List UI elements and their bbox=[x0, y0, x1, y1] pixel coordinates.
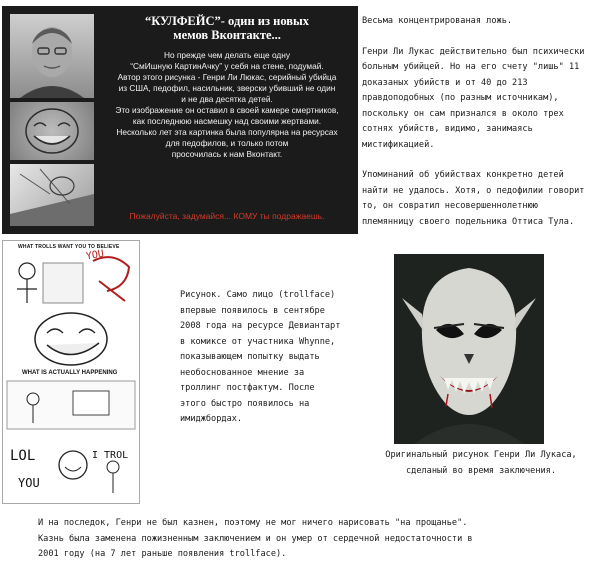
facts-paragraph: Генри Ли Лукас действительно был психически больным убийцей. Но на его счету "лишь" 11 доказаных убийств и от 40 до 213 правдоподобных (по разным источникам), поскольку он сам признался в около трех сотнях убийств, видимо, занимаясь мистификацией. bbox=[362, 46, 585, 150]
right-column-text bbox=[362, 14, 594, 245]
meme-body-line: Но прежде чем делать еще одну bbox=[164, 50, 290, 60]
meme-title-line: “КУЛФЕЙС”- один из новых bbox=[144, 14, 310, 28]
meme-body-line: Это изображение он оставил в своей камере смертников, bbox=[115, 105, 339, 115]
meme-warning: Пожалуйста, задумайся... КОМУ ты подражаешь. bbox=[129, 211, 325, 221]
meme-title bbox=[100, 14, 354, 42]
meme-panel bbox=[2, 6, 358, 234]
comic-scribble-trol: I TROL bbox=[92, 450, 129, 461]
meme-body-line: “СмИшную КартинАчку” у себя на стене, подумай. bbox=[130, 61, 324, 71]
trollface-wall-photo bbox=[10, 102, 94, 160]
meme-body-line: Автор этого рисунка - Генри Ли Люкас, серийный убийца bbox=[117, 72, 337, 82]
portrait-photo bbox=[10, 14, 94, 98]
drawing-caption: Оригинальный рисунок Генри Ли Лукаса, сделаный во время заключения. bbox=[385, 450, 577, 476]
conclusion-line: 2001 году (на 7 лет раньше появления trollface). bbox=[38, 549, 287, 559]
trollface-origin-caption: Рисунок. Само лицо (trollface) впервые появилось в сентябре 2008 года на ресурсе Девиантарт в комиксе от участника Whynne, показывающем попытку выдать необоснованное мнение за троллинг постфактум. После этого быстро появилось на имиджбордах. bbox=[180, 290, 341, 424]
conclusion-line: Казнь была заменена пожизненным заключением и он умер от сердечной недостаточности в bbox=[38, 533, 473, 544]
conclusion-text bbox=[38, 516, 578, 563]
meme-body-line: как последнюю насмешку над своими жертвами. bbox=[132, 116, 322, 126]
comic-scribble-you: YOU bbox=[85, 248, 105, 263]
conclusion-line: И на последок, Генри не был казнен, поэтому не мог ничего нарисовать "на прощанье". bbox=[38, 518, 468, 528]
intro-paragraph: Весьма концентрированая ложь. bbox=[362, 16, 513, 26]
pedophilia-paragraph: Упоминаний об убийствах конкретно детей найти не удалось. Хотя, о педофилии говорит то, он совратил несовершеннолетнюю племянницу своего подельника Оттиса Тула. bbox=[362, 170, 585, 227]
meme-body-line: из США, педофил, насильник, зверски убивший не один bbox=[118, 83, 336, 93]
meme-body-line: и не два десятка детей. bbox=[181, 94, 273, 104]
comic-scribble-lol: LOL bbox=[10, 448, 36, 464]
henry-lee-lucas-drawing bbox=[394, 254, 544, 444]
meme-body-line: Несколько лет эта картинка была популярна на ресурсах bbox=[116, 127, 338, 137]
comic-scribble-you-bottom: YOU bbox=[18, 476, 40, 490]
comic-caption-happening: WHAT IS ACTUALLY HAPPENING bbox=[22, 370, 118, 376]
meme-body bbox=[100, 50, 354, 160]
comic-caption-believe: WHAT TROLLS WANT YOU TO BELIEVE bbox=[18, 244, 120, 250]
meme-body-line: для педофилов, и только потом bbox=[165, 138, 289, 148]
prison-cell-photo bbox=[10, 164, 94, 226]
meme-title-line: мемов Вконтакте... bbox=[173, 28, 281, 42]
meme-body-line: просочилась к нам Вконтакт. bbox=[171, 149, 283, 159]
